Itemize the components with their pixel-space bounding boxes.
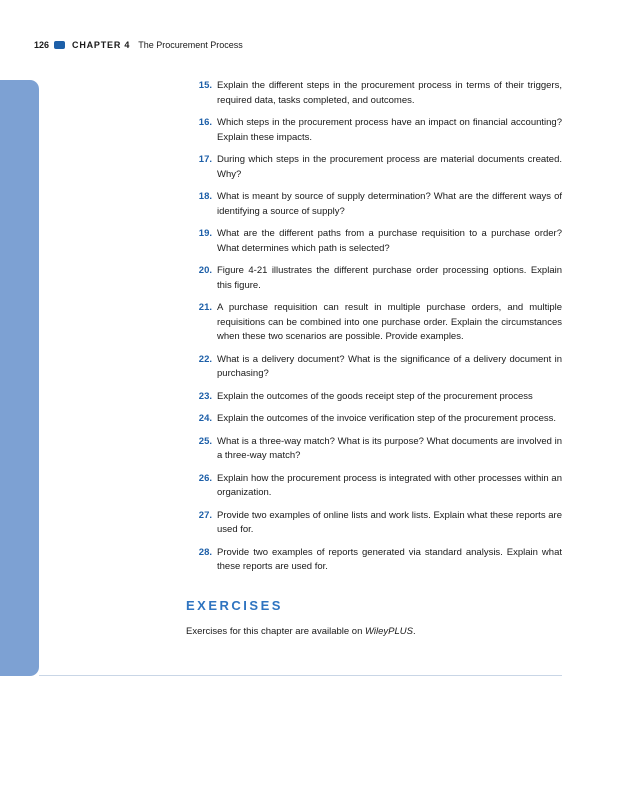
question-item (186, 227, 562, 256)
header-marker-icon (54, 41, 65, 49)
bottom-divider (39, 675, 562, 676)
question-item (186, 412, 562, 427)
question-number: 27. (198, 509, 212, 521)
question-item (186, 264, 562, 293)
chapter-label: CHAPTER 4 (72, 40, 131, 50)
question-text: During which steps in the procurement process are material documents created. Why? (217, 154, 562, 180)
question-number: 26. (198, 472, 212, 484)
question-item (186, 509, 562, 538)
question-item (186, 390, 562, 405)
question-item (186, 153, 562, 182)
question-item (186, 472, 562, 501)
review-questions-list (186, 79, 562, 583)
question-number: 17. (198, 154, 212, 165)
exercises-text-suffix: . (412, 626, 416, 637)
page-number: 126 (34, 40, 50, 50)
question-text: What are the different paths from a purchase requisition to a purchase order? What determines which path is selected? (217, 228, 562, 254)
question-item (186, 190, 562, 219)
running-header (34, 38, 243, 52)
question-item (186, 79, 562, 108)
question-item (186, 301, 562, 345)
exercises-heading: EXERCISES (186, 598, 283, 613)
question-item (186, 546, 562, 575)
question-text: A purchase requisition can result in multiple purchase orders, and multiple requisitions can be combined into one purchase order. Explain the circumstances when these two scenarios are possible. Provide examples. (217, 302, 562, 342)
question-item (186, 353, 562, 382)
question-number: 21. (198, 302, 212, 313)
question-text: Provide two examples of online lists and work lists. Explain what these reports are used for. (217, 509, 562, 535)
wileyplus-link[interactable]: WileyPLUS (365, 626, 413, 637)
question-item (186, 435, 562, 464)
exercises-text (186, 626, 416, 637)
question-number: 19. (198, 228, 212, 239)
question-text: Provide two examples of reports generated via standard analysis. Explain what these reports are used for. (217, 546, 562, 572)
question-number: 18. (198, 191, 212, 202)
question-text: Explain the outcomes of the invoice verification step of the procurement process. (217, 413, 557, 424)
question-number: 28. (198, 546, 212, 558)
question-number: 22. (198, 353, 212, 365)
question-number: 23. (198, 390, 212, 402)
question-text: What is meant by source of supply determination? What are the different ways of identifying a source of supply? (217, 191, 562, 217)
question-text: Which steps in the procurement process have an impact on financial accounting? Explain these impacts. (217, 117, 562, 143)
question-number: 20. (198, 265, 212, 276)
question-number: 25. (198, 435, 212, 447)
chapter-title: The Procurement Process (138, 40, 243, 50)
question-text: What is a three-way match? What is its purpose? What documents are involved in a three-way match? (217, 435, 562, 461)
exercises-text-lead: Exercises for this chapter are available on (186, 626, 366, 637)
question-item (186, 116, 562, 145)
question-text: Figure 4-21 illustrates the different purchase order processing options. Explain this figure. (217, 265, 562, 291)
question-number: 15. (198, 80, 212, 91)
side-tab (0, 80, 39, 676)
question-text: Explain the outcomes of the goods receipt step of the procurement process (217, 390, 533, 402)
question-text: What is a delivery document? What is the significance of a delivery document in purchasing? (217, 353, 562, 379)
question-number: 16. (198, 117, 212, 128)
question-number: 24. (198, 413, 212, 424)
question-text: Explain how the procurement process is integrated with other processes within an organization. (217, 472, 562, 498)
question-text: Explain the different steps in the procurement process in terms of their triggers, required data, tasks completed, and outcomes. (217, 80, 562, 106)
